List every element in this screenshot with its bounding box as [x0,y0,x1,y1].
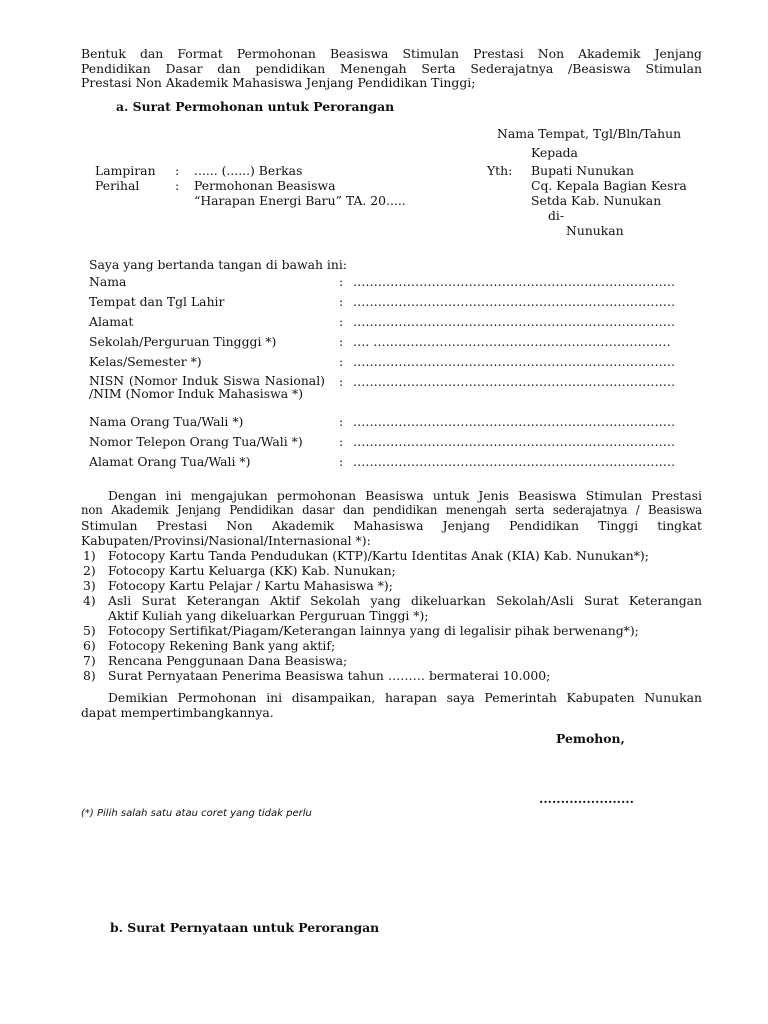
intro-line-3: Prestasi Non Akademik Mahasiswa Jenjang Pendidikan Tinggi; [81,75,476,90]
signature-title: Pemohon, [556,731,625,746]
attachment-text: Rencana Penggunaan Dana Beasiswa; [108,653,348,668]
field-value-alamat-orang-tua: …………………………………………………………………… [353,454,676,469]
recipient-line-3: Setda Kab. Nunukan [531,193,662,208]
intro-line-2: Pendidikan Dasar dan pendidikan Menengah Serta Sederajatnya /Beasiswa Stimulan [81,61,702,76]
field-value-sekolah: …. ……………………………………………………………… [353,334,671,349]
field-label-nama-orang-tua: Nama Orang Tua/Wali *) [89,414,244,429]
yth-label: Yth: [487,163,513,178]
intro-line-1: Bentuk dan Format Permohonan Beasiswa Stimulan Prestasi Non Akademik Jenjang [81,46,702,61]
perihal-value-1: Permohonan Beasiswa [194,178,336,193]
closing-line-1: Demikian Permohonan ini disampaikan, harapan saya Pemerintah Kabupaten Nunukan [108,690,702,705]
recipient-line-5: Nunukan [566,223,624,238]
field-value-alamat: …………………………………………………………………… [353,314,676,329]
attachment-text: Fotocopy Kartu Pelajar / Kartu Mahasiswa *); [108,578,393,593]
attachment-text: Surat Pernyataan Penerima Beasiswa tahun ……… bermaterai 10.000; [108,668,551,683]
field-separator: : [339,374,344,389]
field-separator: : [339,454,344,469]
field-label-telepon-orang-tua: Nomor Telepon Orang Tua/Wali *) [89,434,303,449]
recipient-line-2: Cq. Kepala Bagian Kesra [531,178,687,193]
attachment-number: 7) [83,653,96,668]
attachment-number: 1) [83,548,96,563]
footnote: (*) Pilih salah satu atau coret yang tidak perlu [81,808,312,819]
field-value-nisn-nim: …………………………………………………………………… [353,374,676,389]
field-separator: : [339,414,344,429]
section-a-title: a. Surat Permohonan untuk Perorangan [116,99,395,114]
perihal-separator: : [175,178,180,193]
closing-line-2: dapat mempertimbangkannya. [81,705,274,720]
field-label-nama: Nama [89,274,127,289]
attachment-text: Fotocopy Kartu Keluarga (KK) Kab. Nunukan; [108,563,396,578]
field-value-nama: …………………………………………………………………… [353,274,676,289]
section-b-title: b. Surat Pernyataan untuk Perorangan [110,920,380,935]
attachment-text: Asli Surat Keterangan Aktif Sekolah yang dikeluarkan Sekolah/Asli Surat Keterangan [108,593,702,608]
field-label-sekolah: Sekolah/Perguruan Tingggi *) [89,334,277,349]
attachment-text-continued: Aktif Kuliah yang dikeluarkan Perguruan Tinggi *); [108,608,429,623]
attachment-number: 8) [83,668,96,683]
field-label-alamat: Alamat [89,314,134,329]
attachment-number: 2) [83,563,96,578]
field-label-nisn-nim: NISN (Nomor Induk Siswa Nasional) /NIM (Nomor Induk Mahasiswa *) [89,373,325,401]
recipient-line-4: di- [548,208,565,223]
field-value-telepon-orang-tua: …………………………………………………………………… [353,434,676,449]
body-line-3: Stimulan Prestasi Non Akademik Mahasiswa Jenjang Pendidikan Tinggi tingkat [81,518,702,533]
field-separator: : [339,334,344,349]
field-separator: : [339,354,344,369]
field-value-nama-orang-tua: …………………………………………………………………… [353,414,676,429]
field-label-tempat-tgl-lahir: Tempat dan Tgl Lahir [89,294,225,309]
body-line-1: Dengan ini mengajukan permohonan Beasiswa untuk Jenis Beasiswa Stimulan Prestasi [108,488,702,503]
attachment-text: Fotocopy Sertifikat/Piagam/Keterangan lainnya yang di legalisir pihak berwenang*); [108,623,639,638]
attachment-number: 6) [83,638,96,653]
attachment-text: Fotocopy Kartu Tanda Pendudukan (KTP)/Kartu Identitas Anak (KIA) Kab. Nunukan*); [108,548,649,563]
field-label-kelas-semester: Kelas/Semester *) [89,354,202,369]
lampiran-label: Lampiran [95,163,156,178]
body-line-4: Kabupaten/Provinsi/Nasional/Internasional *): [81,533,371,548]
field-separator: : [339,434,344,449]
signature-name: ...................... [539,791,634,806]
field-separator: : [339,294,344,309]
attachment-text: Fotocopy Rekening Bank yang aktif; [108,638,336,653]
field-value-tempat-tgl-lahir: …………………………………………………………………… [353,294,676,309]
recipient-line-1: Bupati Nunukan [531,163,634,178]
place-date: Nama Tempat, Tgl/Bln/Tahun [497,126,682,141]
perihal-label: Perihal [95,178,140,193]
attachment-number: 4) [83,593,96,608]
body-line-2: non Akademik Jenjang Pendidikan dasar dan pendidikan menengah serta sederajatnya / Beasiswa [81,503,702,517]
field-label-alamat-orang-tua: Alamat Orang Tua/Wali *) [89,454,251,469]
perihal-value-2: “Harapan Energi Baru” TA. 20..... [194,193,406,208]
field-separator: : [339,274,344,289]
attachment-number: 5) [83,623,96,638]
kepada-label: Kepada [531,145,578,160]
field-separator: : [339,314,344,329]
lampiran-value: ...... (......) Berkas [194,163,303,178]
lampiran-separator: : [175,163,180,178]
attachment-number: 3) [83,578,96,593]
form-intro: Saya yang bertanda tangan di bawah ini: [89,257,347,272]
field-value-kelas-semester: …………………………………………………………………… [353,354,676,369]
